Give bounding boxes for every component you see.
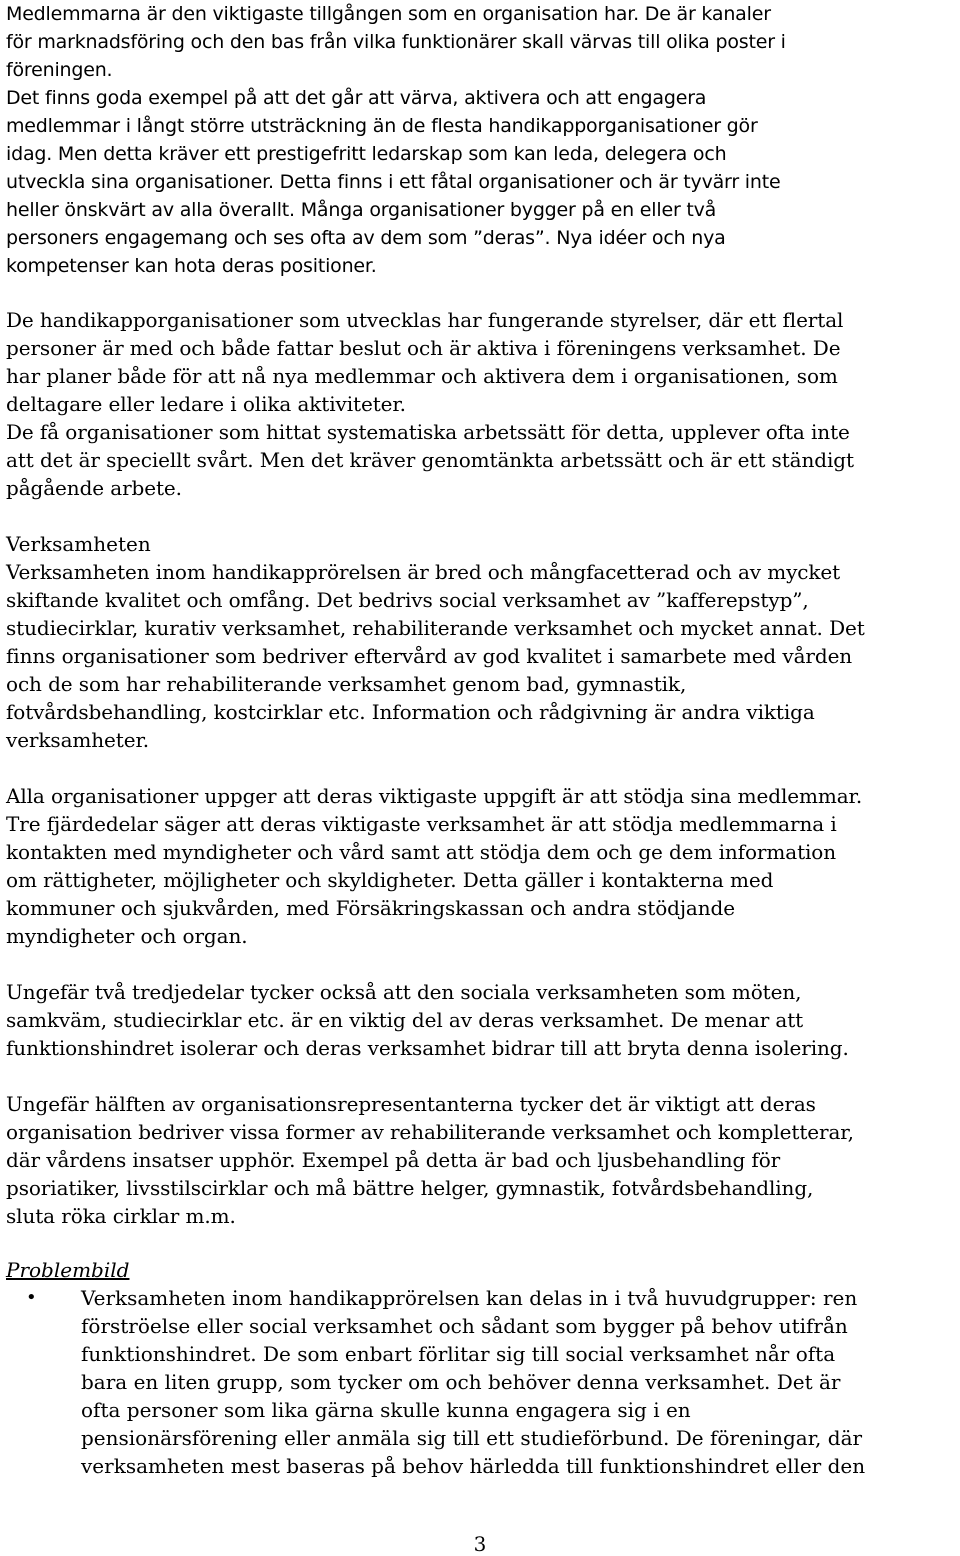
text-line: finns organisationer som bedriver eftervård av god kvalitet i samarbete med vården bbox=[6, 644, 853, 668]
text-line: Medlemmarna är den viktigaste tillgången som en organisation har. De är kanaler bbox=[6, 3, 771, 25]
paragraph-rehabilitation bbox=[6, 1090, 958, 1230]
text-line: studiecirklar, kurativ verksamhet, rehabiliterande verksamhet och mycket annat. Det bbox=[6, 616, 865, 640]
text-line: funktionshindret. De som enbart förlitar sig till social verksamhet når ofta bbox=[81, 1342, 836, 1366]
text-line: verksamheten mest baseras på behov härledda till funktionshindret eller den bbox=[81, 1454, 866, 1478]
text-line: De få organisationer som hittat systematiska arbetssätt för detta, upplever ofta inte bbox=[6, 420, 850, 444]
text-line: deltagare eller ledare i olika aktiviteter. bbox=[6, 392, 406, 416]
text-line: för marknadsföring och den bas från vilka funktionärer skall värvas till olika poster i bbox=[6, 31, 786, 53]
text-line: sluta röka cirklar m.m. bbox=[6, 1204, 236, 1228]
text-line: verksamheter. bbox=[6, 728, 149, 752]
paragraph-members bbox=[6, 0, 958, 280]
text-line: ofta personer som lika gärna skulle kunna engagera sig i en bbox=[81, 1398, 691, 1422]
text-line: fotvårdsbehandling, kostcirklar etc. Information och rådgivning är andra viktiga bbox=[6, 700, 815, 724]
text-line: förströelse eller social verksamhet och sådant som bygger på behov utifrån bbox=[81, 1314, 848, 1338]
paragraph-social-activities bbox=[6, 978, 958, 1062]
text-line: pensionärsförening eller anmäla sig till ett studieförbund. De föreningar, där bbox=[81, 1426, 863, 1450]
text-line: Alla organisationer uppger att deras viktigaste uppgift är att stödja sina medlemmar. bbox=[6, 784, 863, 808]
section-heading-problembild: Problembild bbox=[6, 1258, 130, 1282]
text-line: Verksamheten inom handikapprörelsen kan delas in i två huvudgrupper: ren bbox=[81, 1286, 858, 1310]
list-item bbox=[6, 1284, 958, 1480]
text-line: medlemmar i långt större utsträckning än de flesta handikapporganisationer gör bbox=[6, 115, 758, 137]
paragraph-developing-organisations bbox=[6, 306, 958, 502]
text-line: psoriatiker, livsstilscirklar och må bättre helger, gymnastik, fotvårdsbehandling, bbox=[6, 1176, 814, 1200]
text-line: heller önskvärt av alla överallt. Många organisationer bygger på en eller två bbox=[6, 199, 717, 221]
bullet-icon: • bbox=[26, 1287, 37, 1308]
text-line: Verksamheten inom handikapprörelsen är bred och mångfacetterad och av mycket bbox=[6, 560, 841, 584]
text-line: föreningen. bbox=[6, 59, 113, 81]
text-line: utveckla sina organisationer. Detta finns i ett fåtal organisationer och är tyvärr inte bbox=[6, 171, 781, 193]
text-line: Ungefär hälften av organisationsrepresentanterna tycker det är viktigt att deras bbox=[6, 1092, 816, 1116]
text-line: funktionshindret isolerar och deras verksamhet bidrar till att bryta denna isolering. bbox=[6, 1036, 849, 1060]
paragraph-member-support bbox=[6, 782, 958, 950]
paragraph-activities bbox=[6, 558, 958, 754]
text-line: om rättigheter, möjligheter och skyldigheter. Detta gäller i kontakterna med bbox=[6, 868, 774, 892]
page-number: 3 bbox=[473, 1532, 487, 1556]
text-line: Det finns goda exempel på att det går att värva, aktivera och att engagera bbox=[6, 87, 707, 109]
text-line: bara en liten grupp, som tycker om och behöver denna verksamhet. Det är bbox=[81, 1370, 841, 1394]
bullet-list bbox=[6, 1284, 958, 1480]
text-line: Ungefär två tredjedelar tycker också att den sociala verksamheten som möten, bbox=[6, 980, 802, 1004]
text-line: pågående arbete. bbox=[6, 476, 182, 500]
text-line: personers engagemang och ses ofta av dem som ”deras”. Nya idéer och nya bbox=[6, 227, 726, 249]
text-line: Tre fjärdedelar säger att deras viktigaste verksamhet är att stödja medlemmarna i bbox=[6, 812, 837, 836]
text-line: och de som har rehabiliterande verksamhet genom bad, gymnastik, bbox=[6, 672, 687, 696]
text-line: kommuner och sjukvården, med Försäkringskassan och andra stödjande bbox=[6, 896, 735, 920]
text-line: kontakten med myndigheter och vård samt att stödja dem och ge dem information bbox=[6, 840, 837, 864]
text-line: har planer både för att nå nya medlemmar och aktivera dem i organisationen, som bbox=[6, 364, 838, 388]
text-line: kompetenser kan hota deras positioner. bbox=[6, 255, 377, 277]
text-line: organisation bedriver vissa former av rehabiliterande verksamhet och kompletterar, bbox=[6, 1120, 854, 1144]
text-line: personer är med och både fattar beslut och är aktiva i föreningens verksamhet. De bbox=[6, 336, 841, 360]
text-line: samkväm, studiecirklar etc. är en viktig del av deras verksamhet. De menar att bbox=[6, 1008, 804, 1032]
text-line: idag. Men detta kräver ett prestigefritt ledarskap som kan leda, delegera och bbox=[6, 143, 727, 165]
text-line: De handikapporganisationer som utvecklas har fungerande styrelser, där ett flertal bbox=[6, 308, 844, 332]
section-heading-verksamheten: Verksamheten bbox=[6, 532, 151, 556]
text-line: att det är speciellt svårt. Men det kräver genomtänkta arbetssätt och är ett ständigt bbox=[6, 448, 854, 472]
text-line: myndigheter och organ. bbox=[6, 924, 248, 948]
text-line: skiftande kvalitet och omfång. Det bedrivs social verksamhet av ”kafferepstyp”, bbox=[6, 588, 809, 612]
text-line: där vårdens insatser upphör. Exempel på detta är bad och ljusbehandling för bbox=[6, 1148, 781, 1172]
